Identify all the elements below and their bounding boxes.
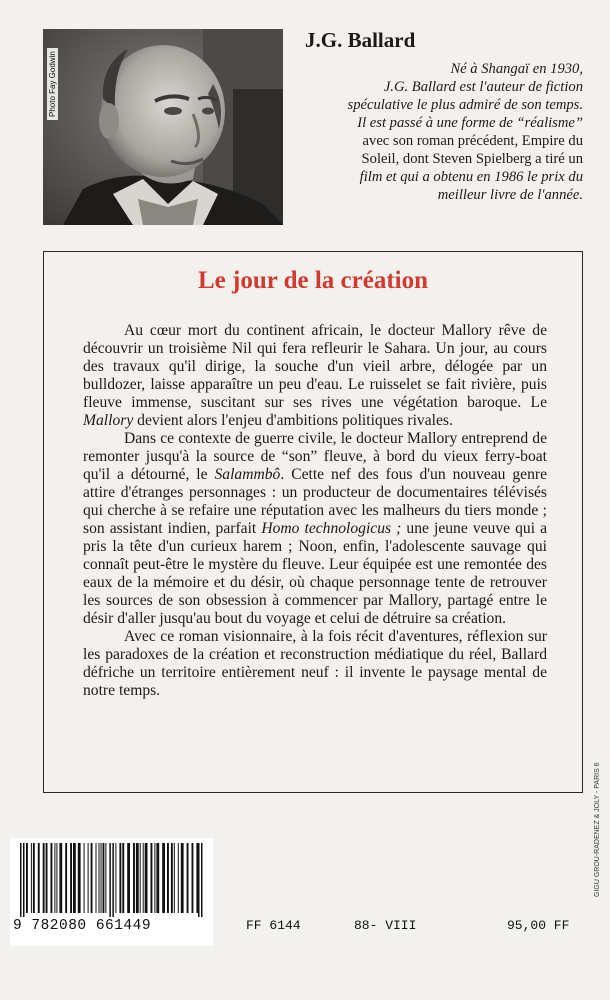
barcode-bar (187, 843, 189, 913)
barcode-bar (167, 843, 169, 913)
barcode-bar (178, 843, 179, 913)
barcode-bar (46, 843, 48, 913)
author-portrait-icon (43, 29, 283, 225)
barcode-bar (156, 843, 159, 913)
barcode-bar (65, 843, 67, 913)
barcode-bar (73, 843, 76, 913)
barcode-bar (31, 843, 32, 913)
barcode-bar (122, 843, 124, 913)
summary-paragraph: Au cœur mort du continent africain, le docteur Mallory rêve de découvrir un troisième Nil qui fera refleurir le Sahara. Un jour, au cours des travaux qu'il dirige, la souche d'un vieil arbre, délogée par un bulldozer, laisse apparaître un peu d'eau. Le ruisselet se fait rivière, puis fleuve immense, suscitant sur ses rives une végétation baroque. Le Mallory devient alors l'enjeu d'ambitions politiques rivales. (83, 322, 547, 429)
barcode-bar (119, 843, 121, 913)
barcode-bar (103, 843, 105, 913)
author-bio-line: Il est passé à une forme de “réalisme” (357, 115, 583, 131)
barcode-bar (96, 843, 97, 913)
summary-paragraph: Dans ce contexte de guerre civile, le docteur Mallory entreprend de remonter jusqu'à la source de “son” fleuve, à bord du vieux ferry-boat qu'il a détourné, le Salammbô. Cette nef des fous d'un nouveau genre attire d'étranges personnages : un producteur de documentaires télévisés qui cherche à se refaire une réputation avec les malheurs du tiers monde ; son assistant indien, parfait Homo technologicus ; une jeune veuve qui a pris la tête d'un curieux harem ; Noon, enfin, l'adolescente sauvage qui connaît peut-être le mystère du fleuve. Leur équipée est une remontée des eaux de la mémoire et du désir, où chaque personnage tente de retrouver les sources de son obsession à commencer par Mallory, partagé entre le désir d'aller jusqu'au bout du voyage et celui de détruire sa création. (83, 430, 548, 627)
barcode-bar (38, 843, 40, 913)
isbn-number: 9 782080 661449 (13, 918, 152, 934)
author-bio-line: J.G. Ballard est l'auteur de fiction (383, 79, 583, 95)
author-bio-line: film et qui a obtenu en 1986 le prix du (359, 169, 583, 185)
barcode-bar (105, 843, 106, 913)
barcode-bar (78, 843, 81, 913)
barcode-bar (88, 843, 89, 913)
barcode-bar (70, 843, 72, 913)
author-name: J.G. Ballard (305, 28, 416, 52)
author-bio-line: Soleil, dont Steven Spielberg a tiré un (361, 151, 583, 167)
barcode-bar (145, 843, 148, 913)
barcode-bar (56, 843, 57, 913)
barcode-bar (26, 843, 28, 913)
summary-paragraph: Avec ce roman visionnaire, à la fois récit d'aventures, réflexion sur les paradoxes de la création et reconstruction médiatique du réel, Ballard défriche un territoire entièrement neuf : il invente le paysage mental de notre temps. (83, 628, 547, 699)
barcode-bar (101, 843, 102, 913)
barcode-icon (10, 838, 213, 918)
barcode-bar (181, 843, 184, 913)
book-summary (83, 322, 547, 700)
author-bio-line: meilleur livre de l'année. (437, 187, 583, 203)
author-photo (43, 29, 283, 225)
barcode-bar (143, 843, 144, 913)
barcode-bar (136, 843, 139, 913)
barcode-bar (33, 843, 35, 913)
barcode-bar (99, 843, 100, 913)
author-bio-line: avec son roman précédent, Empire du (362, 133, 583, 149)
barcode-bar (140, 843, 141, 913)
barcode-bar (59, 843, 62, 913)
author-bio (285, 60, 583, 204)
barcode-bar (115, 843, 116, 913)
barcode-bar (109, 843, 111, 917)
barcode-bar (198, 843, 200, 917)
barcode-bar (23, 843, 25, 917)
barcode-bar (54, 843, 55, 913)
barcode-bar (84, 843, 85, 913)
photo-credit: Photo Fay Godwin (47, 48, 58, 120)
catalog-code: FF 6144 (246, 918, 301, 933)
author-bio-line: spéculative le plus admiré de son temps. (347, 97, 583, 113)
price: 95,00 FF (507, 918, 570, 933)
barcode-bar (133, 843, 135, 913)
barcode-bar (201, 843, 203, 917)
barcode-bar (127, 843, 130, 913)
barcode-bar (171, 843, 173, 913)
author-bio-line: Né à Shangaï en 1930, (450, 61, 583, 77)
barcode-bar (192, 843, 194, 913)
book-title: Le jour de la création (197, 267, 429, 294)
printer-credit: GIGU GROU-RADENEZ & JOLY - PARIS 6 (594, 762, 601, 897)
barcode-bar (112, 843, 114, 917)
barcode-bar (174, 843, 175, 913)
barcode-bar (162, 843, 165, 913)
barcode-bar (51, 843, 53, 913)
barcode-bar (151, 843, 153, 913)
barcode-bar (91, 843, 93, 913)
barcode-bar (154, 843, 155, 913)
edition-code: 88- VIII (354, 918, 417, 933)
barcode-bar (20, 843, 22, 917)
barcode-bar (43, 843, 45, 913)
